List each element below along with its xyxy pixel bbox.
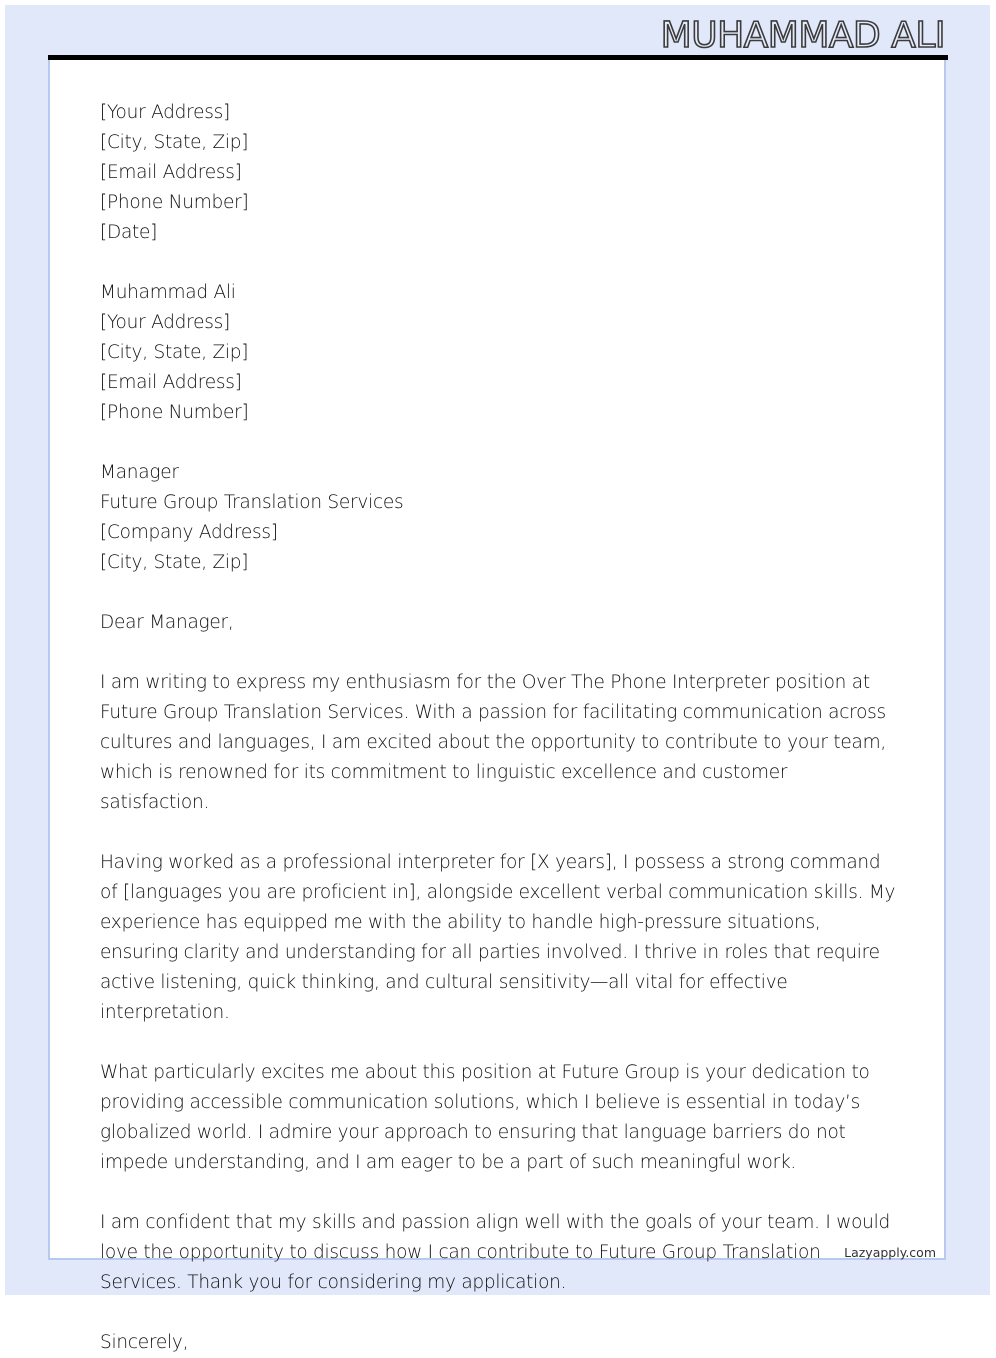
recipient-city-state-zip: [City, State, Zip] (100, 552, 249, 573)
applicant-name-heading: MUHAMMAD ALI (660, 15, 945, 56)
recipient-company-address: [Company Address] (100, 522, 278, 543)
recipient-block (100, 458, 900, 578)
sender-email: [Email Address] (100, 162, 242, 183)
sender-address: [Your Address] (100, 102, 230, 123)
signatory-city-state-zip: [City, State, Zip] (100, 342, 249, 363)
signatory-phone: [Phone Number] (100, 402, 249, 423)
body-paragraph-1: I am writing to express my enthusiasm for the Over The Phone Interpreter position at Future Group Translation Services. With a passion for facilitating communication across cultures and languages, I am excited about the opportunity to contribute to your team, which is renowned for its commitment to linguistic excellence and customer satisfaction. (100, 672, 886, 813)
watermark-link[interactable]: Lazyapply.com (844, 1245, 936, 1260)
recipient-company: Future Group Translation Services (100, 492, 404, 513)
signatory-address: [Your Address] (100, 312, 230, 333)
signatory-email: [Email Address] (100, 372, 242, 393)
sender-block (100, 98, 900, 248)
sender-phone: [Phone Number] (100, 192, 249, 213)
cover-letter (100, 98, 900, 1358)
salutation: Dear Manager, (100, 612, 234, 633)
body-paragraph-4: I am confident that my skills and passion align well with the goals of your team. I would love the opportunity to discuss how I can contribute to Future Group Translation Services. Thank you for considering my application. (100, 1212, 890, 1293)
letter-date: [Date] (100, 222, 158, 243)
signatory-block (100, 278, 900, 428)
body-paragraph-2: Having worked as a professional interpreter for [X years], I possess a strong command of [languages you are proficient in], alongside excellent verbal communication skills. My experience has equipped me with the ability to handle high-pressure situations, ensuring clarity and understanding for all parties involved. I thrive in roles that require active listening, quick thinking, and cultural sensitivity—all vital for effective interpretation. (100, 852, 896, 1023)
signatory-name: Muhammad Ali (100, 282, 236, 303)
recipient-title: Manager (100, 462, 179, 483)
closing: Sincerely, (100, 1332, 189, 1353)
body-paragraph-3: What particularly excites me about this position at Future Group is your dedication to providing accessible communication solutions, which I believe is essential in today’s globalized world. I admire your approach to ensuring that language barriers do not impede understanding, and I am eager to be a part of such meaningful work. (100, 1062, 870, 1173)
sender-city-state-zip: [City, State, Zip] (100, 132, 249, 153)
